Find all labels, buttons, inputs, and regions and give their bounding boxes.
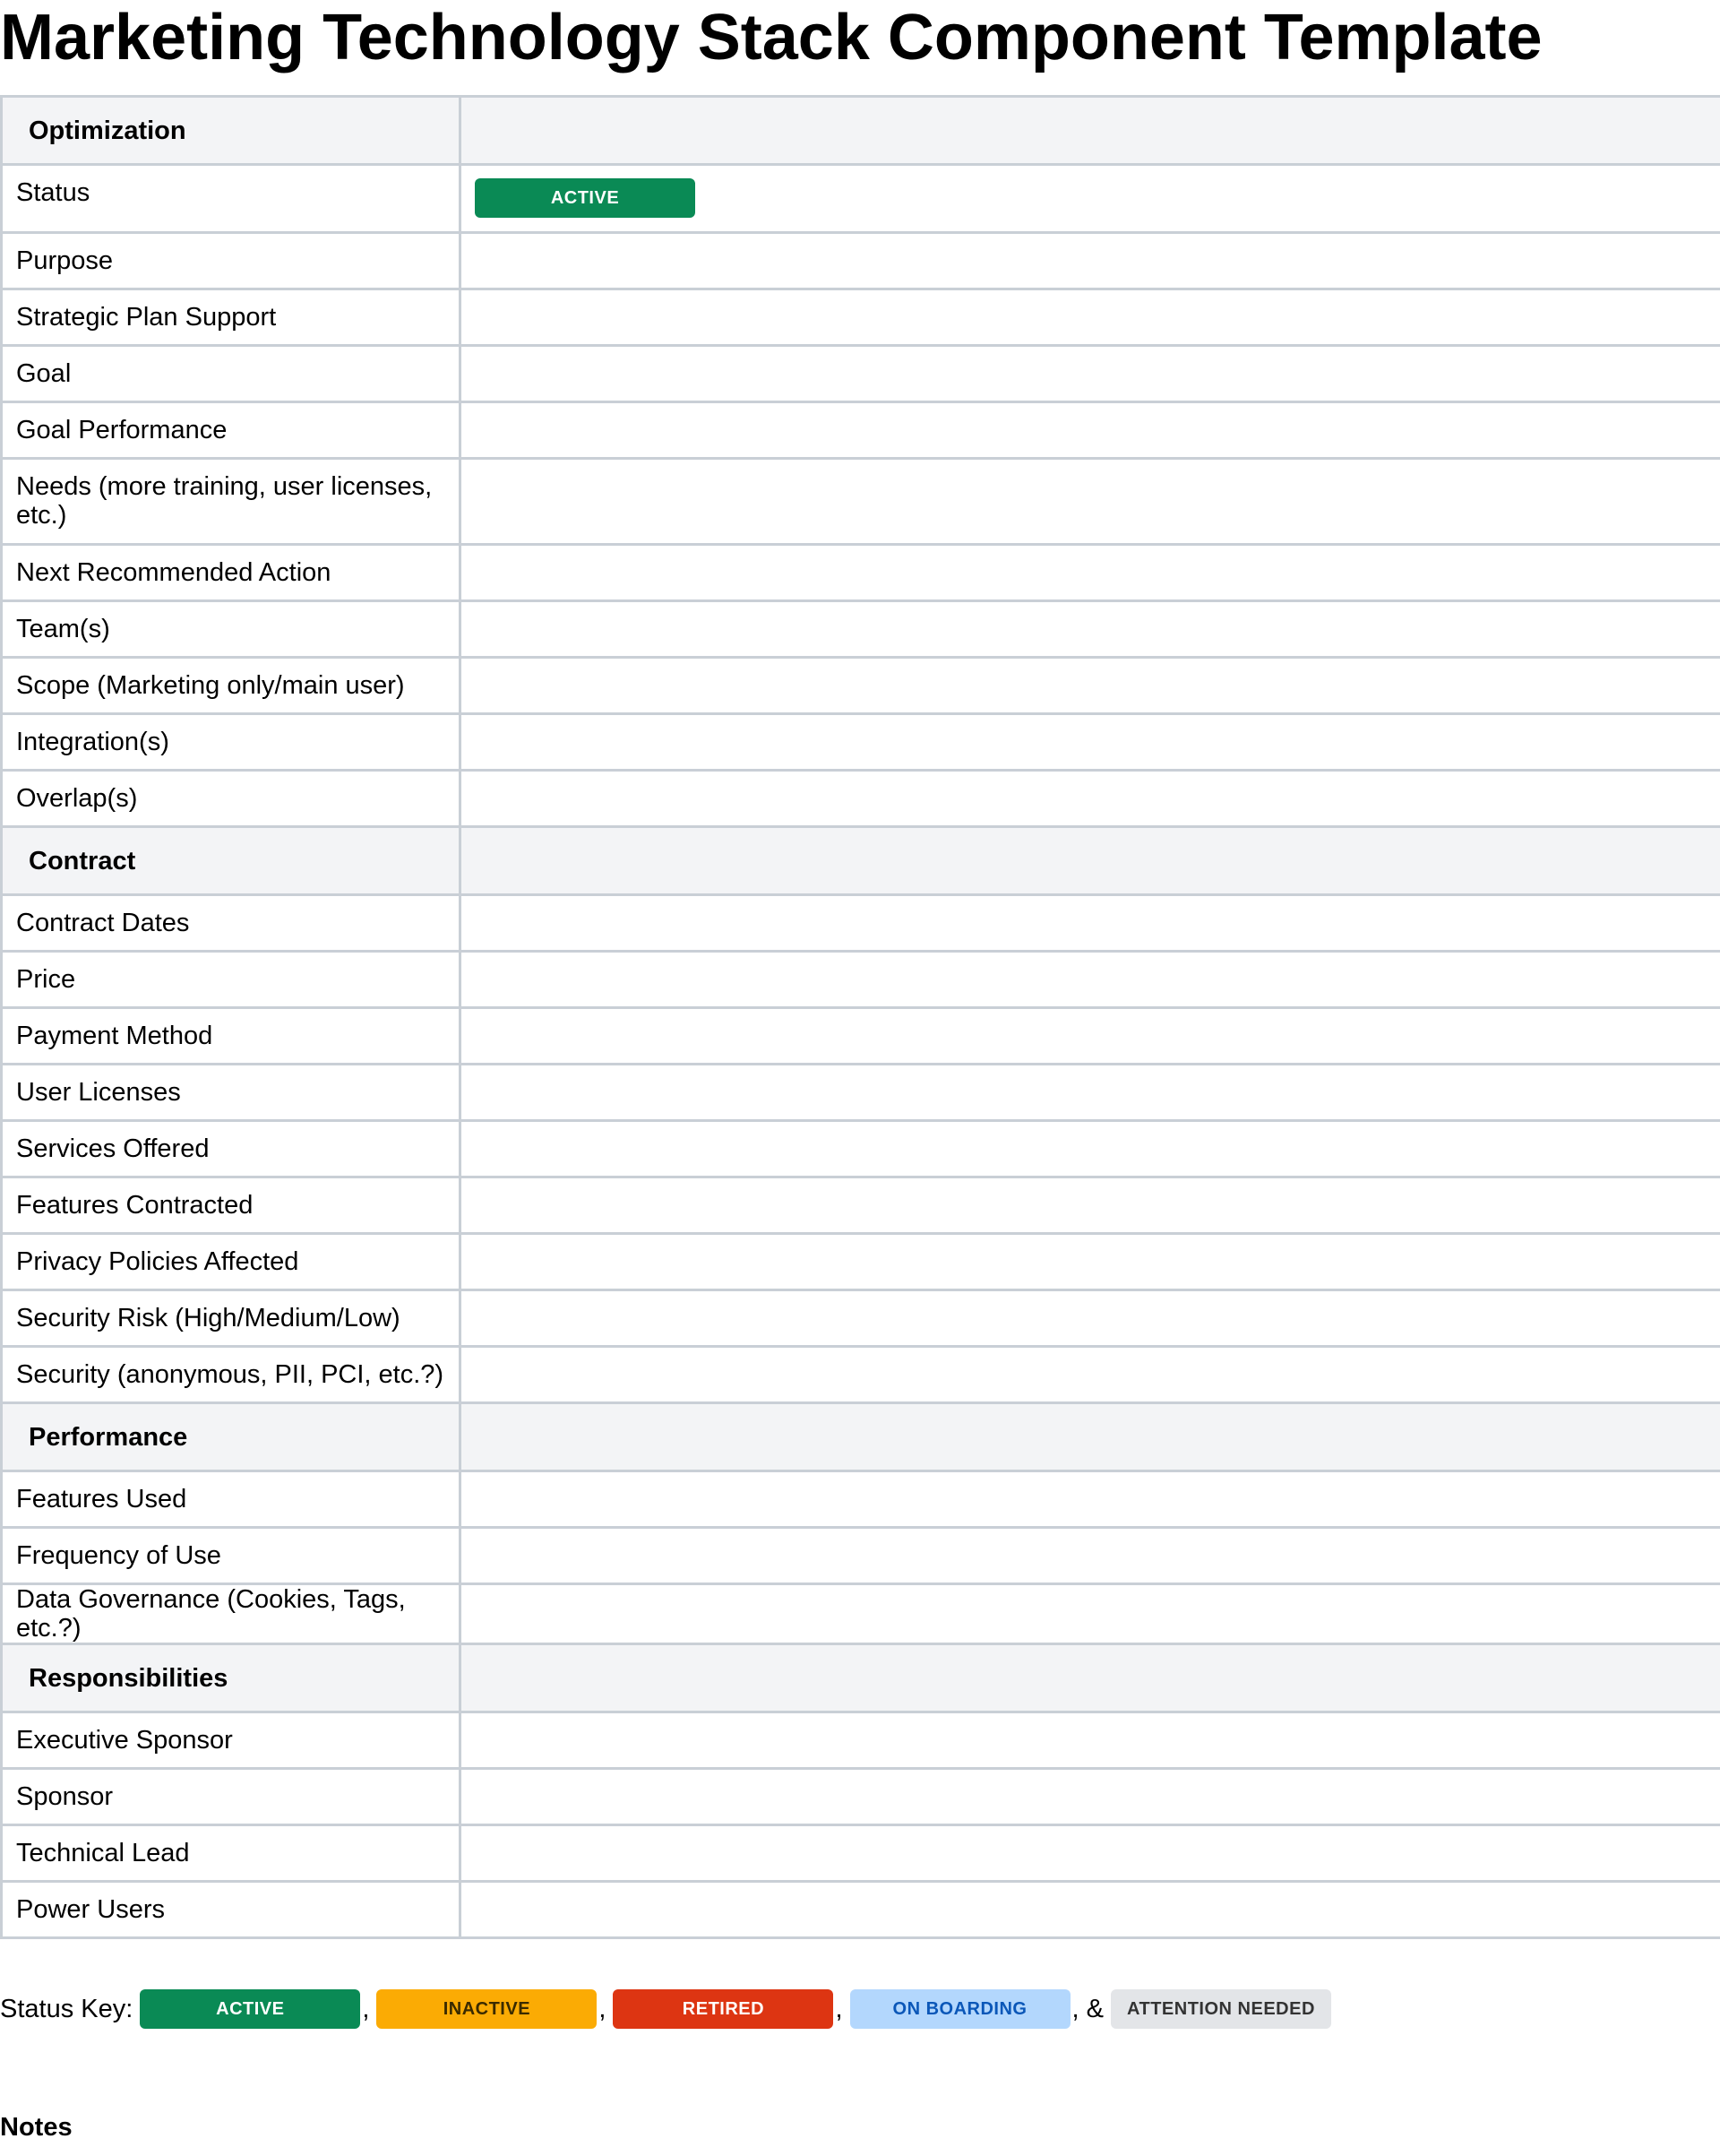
field-value-cell[interactable]	[460, 402, 1720, 459]
section-heading: Responsibilities	[2, 1644, 460, 1712]
field-label: Scope (Marketing only/main user)	[2, 658, 460, 714]
field-row-integration-s	[2, 714, 1720, 771]
field-label: Needs (more training, user licenses, etc.)	[2, 459, 460, 545]
section-row-responsibilities	[2, 1644, 1720, 1712]
status-key-badge-retired: RETIRED	[613, 1989, 833, 2029]
field-row-services-offered	[2, 1121, 1720, 1177]
section-value-cell[interactable]	[460, 827, 1720, 895]
section-value-cell[interactable]	[460, 97, 1720, 165]
field-row-goal-performance	[2, 402, 1720, 459]
field-value-cell[interactable]	[460, 952, 1720, 1008]
field-value-cell[interactable]	[460, 1712, 1720, 1769]
field-row-features-used	[2, 1471, 1720, 1528]
field-label: Power Users	[2, 1882, 460, 1938]
field-label: Sponsor	[2, 1769, 460, 1825]
field-label: Privacy Policies Affected	[2, 1234, 460, 1290]
status-badge[interactable]: ACTIVE	[475, 178, 695, 218]
section-row-performance	[2, 1403, 1720, 1471]
notes-heading: Notes	[0, 2113, 73, 2142]
field-value-cell[interactable]	[460, 1065, 1720, 1121]
field-label: Features Contracted	[2, 1177, 460, 1234]
section-heading: Optimization	[2, 97, 460, 165]
status-key-badge-inactive: INACTIVE	[376, 1989, 597, 2029]
status-key-badge-attention-needed: ATTENTION NEEDED	[1111, 1989, 1331, 2029]
field-value-cell[interactable]	[460, 1234, 1720, 1290]
field-value-cell[interactable]	[460, 289, 1720, 346]
field-value-cell[interactable]	[460, 771, 1720, 827]
field-value-cell[interactable]	[460, 1121, 1720, 1177]
field-row-price	[2, 952, 1720, 1008]
component-table	[0, 95, 1720, 1939]
field-row-next-recommended-action	[2, 545, 1720, 601]
field-value-cell[interactable]	[460, 658, 1720, 714]
field-value-cell[interactable]	[460, 1825, 1720, 1882]
field-row-privacy-policies-affected	[2, 1234, 1720, 1290]
field-row-security-risk-high-medium-low	[2, 1290, 1720, 1347]
field-row-frequency-of-use	[2, 1528, 1720, 1584]
field-row-features-contracted	[2, 1177, 1720, 1234]
field-label: Payment Method	[2, 1008, 460, 1065]
status-key-badge-active: ACTIVE	[140, 1989, 360, 2029]
field-row-goal	[2, 346, 1720, 402]
field-row-payment-method	[2, 1008, 1720, 1065]
section-heading: Performance	[2, 1403, 460, 1471]
status-key-separator: , &	[1071, 1994, 1104, 2023]
field-label: Integration(s)	[2, 714, 460, 771]
status-key-separator: ,	[598, 1994, 606, 2023]
field-row-purpose	[2, 233, 1720, 289]
field-value-cell[interactable]	[460, 1584, 1720, 1644]
field-label: Status	[2, 165, 460, 233]
status-key-badge-on-boarding: ON BOARDING	[850, 1989, 1071, 2029]
field-label: Next Recommended Action	[2, 545, 460, 601]
field-label: Goal Performance	[2, 402, 460, 459]
field-value-cell[interactable]	[460, 346, 1720, 402]
field-value-cell[interactable]	[460, 1177, 1720, 1234]
field-label: Frequency of Use	[2, 1528, 460, 1584]
field-row-team-s	[2, 601, 1720, 658]
field-row-overlap-s	[2, 771, 1720, 827]
section-value-cell[interactable]	[460, 1644, 1720, 1712]
field-label: Contract Dates	[2, 895, 460, 952]
field-label: Data Governance (Cookies, Tags, etc.?)	[2, 1584, 460, 1644]
field-label: Security Risk (High/Medium/Low)	[2, 1290, 460, 1347]
status-key-separator: ,	[362, 1994, 370, 2023]
section-value-cell[interactable]	[460, 1403, 1720, 1471]
status-key-separator: ,	[835, 1994, 843, 2023]
field-value-cell[interactable]	[460, 165, 1720, 233]
field-value-cell[interactable]	[460, 601, 1720, 658]
field-row-user-licenses	[2, 1065, 1720, 1121]
field-label: Technical Lead	[2, 1825, 460, 1882]
field-value-cell[interactable]	[460, 1882, 1720, 1938]
field-label: Goal	[2, 346, 460, 402]
section-row-contract	[2, 827, 1720, 895]
section-heading: Contract	[2, 827, 460, 895]
field-value-cell[interactable]	[460, 1290, 1720, 1347]
field-row-contract-dates	[2, 895, 1720, 952]
status-key-label: Status Key:	[0, 1994, 133, 2023]
field-row-technical-lead	[2, 1825, 1720, 1882]
field-value-cell[interactable]	[460, 1769, 1720, 1825]
field-label: Services Offered	[2, 1121, 460, 1177]
field-label: Price	[2, 952, 460, 1008]
field-label: Purpose	[2, 233, 460, 289]
field-value-cell[interactable]	[460, 1347, 1720, 1403]
field-label: Executive Sponsor	[2, 1712, 460, 1769]
field-label: Strategic Plan Support	[2, 289, 460, 346]
field-value-cell[interactable]	[460, 1471, 1720, 1528]
field-value-cell[interactable]	[460, 1008, 1720, 1065]
page-title: Marketing Technology Stack Component Template	[0, 2, 1543, 73]
field-label: Team(s)	[2, 601, 460, 658]
field-row-strategic-plan-support	[2, 289, 1720, 346]
field-row-sponsor	[2, 1769, 1720, 1825]
field-row-power-users	[2, 1882, 1720, 1938]
field-row-security-anonymous-pii-pci-etc	[2, 1347, 1720, 1403]
field-row-data-governance-cookies-tags-etc	[2, 1584, 1720, 1644]
field-label: Overlap(s)	[2, 771, 460, 827]
field-row-scope-marketing-only-main-user	[2, 658, 1720, 714]
field-label: User Licenses	[2, 1065, 460, 1121]
field-row-needs-more-training-user-licenses-etc	[2, 459, 1720, 545]
field-value-cell[interactable]	[460, 233, 1720, 289]
field-label: Features Used	[2, 1471, 460, 1528]
status-key	[0, 1986, 1331, 2032]
field-value-cell[interactable]	[460, 545, 1720, 601]
field-value-cell[interactable]	[460, 1528, 1720, 1584]
field-value-cell[interactable]	[460, 714, 1720, 771]
field-row-status	[2, 165, 1720, 233]
field-label: Security (anonymous, PII, PCI, etc.?)	[2, 1347, 460, 1403]
section-row-optimization	[2, 97, 1720, 165]
field-row-executive-sponsor	[2, 1712, 1720, 1769]
field-value-cell[interactable]	[460, 895, 1720, 952]
field-value-cell[interactable]	[460, 459, 1720, 545]
